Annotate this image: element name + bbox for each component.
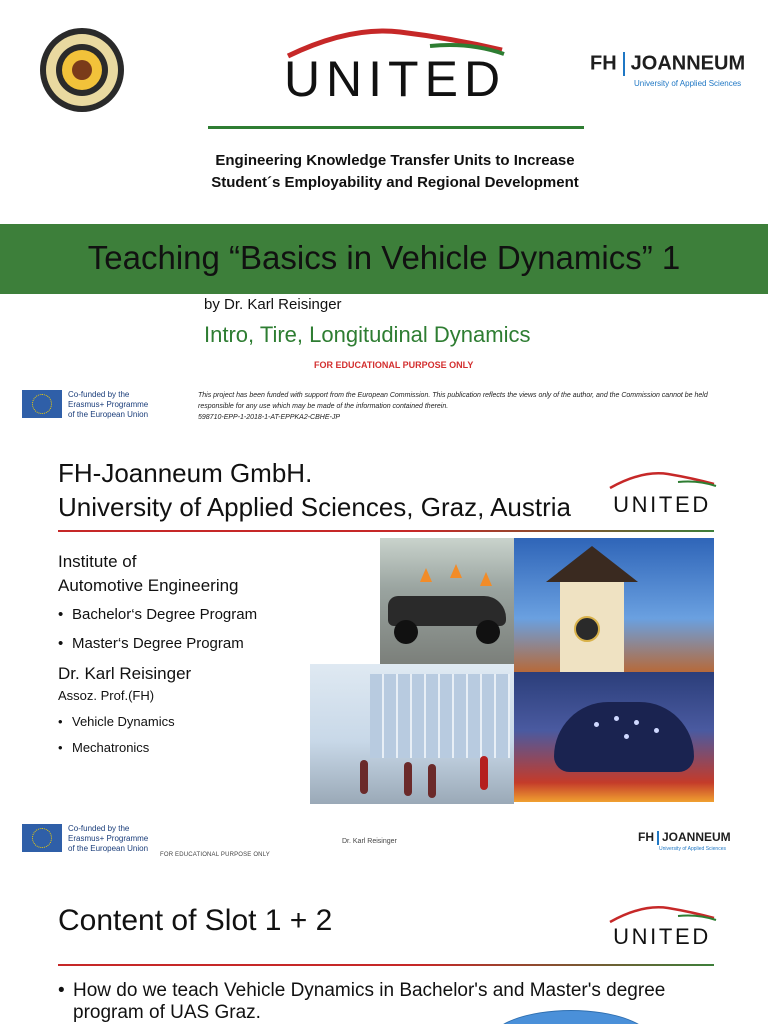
eu-line-1: Co-funded by the: [68, 824, 130, 833]
fh-logo-right: JOANNEUM: [662, 830, 731, 844]
divider: [208, 126, 584, 129]
fh-logo-tagline: University of Applied Sciences: [634, 79, 742, 88]
footer-author: Dr. Karl Reisinger: [342, 838, 397, 845]
professor-title: Assoz. Prof.(FH): [58, 688, 155, 703]
car-swoosh-icon: [606, 468, 718, 492]
project-code: 598710-EPP-1-2018-1-AT-EPPKA2-CBHE-JP: [198, 414, 341, 421]
institute-line-2: Automotive Engineering: [58, 576, 239, 595]
subtitle-line-2: Student´s Employability and Regional Development: [211, 174, 579, 191]
educational-notice: FOR EDUCATIONAL PURPOSE ONLY: [160, 852, 270, 858]
institution-slide: [0, 432, 768, 872]
bullet-text: How do we teach Vehicle Dynamics in Bachelor's and Master's degree program of UAS Graz.: [73, 980, 666, 1023]
title-line-1: FH-Joanneum GmbH.: [58, 458, 313, 488]
kunsthaus-photo: [514, 672, 714, 802]
eu-line-2: Erasmus+ Programme: [68, 834, 149, 843]
list-item: • Vehicle Dynamics: [58, 712, 175, 738]
banner-title: Teaching “Basics in Vehicle Dynamics” 1: [87, 239, 681, 276]
institute-name: [58, 550, 239, 598]
author-line: by Dr. Karl Reisinger: [204, 296, 342, 313]
list-item: • Master‘s Degree Program: [58, 633, 257, 662]
united-logo-text: UNITED: [613, 924, 711, 949]
subtitle-line-1: Engineering Knowledge Transfer Units to Increase: [215, 152, 575, 169]
funding-disclaimer: [198, 390, 728, 423]
united-logo: [606, 902, 718, 948]
bullet-marker: •: [58, 980, 65, 1001]
fh-logo-left: FH: [590, 52, 617, 75]
eu-erasmus-logo: [22, 390, 162, 420]
disclaimer-text: This project has been funded with support from the European Commission. This publication reflects the views only of the author, and the Commission cannot be held responsible for any use which may be made of the information contained therein.: [198, 392, 708, 410]
eu-line-3: of the European Union: [68, 844, 149, 853]
united-logo: [606, 468, 718, 516]
list-item: • Mechatronics: [58, 738, 175, 764]
fh-logo-right: JOANNEUM: [630, 52, 746, 75]
title-slide: [0, 0, 768, 432]
slide-title: Content of Slot 1 + 2: [58, 904, 333, 937]
fh-logo-left: FH: [638, 830, 654, 844]
topic-line: Intro, Tire, Longitudinal Dynamics: [204, 322, 531, 347]
fh-logo-tagline: University of Applied Sciences: [659, 846, 726, 852]
university-seal-logo: [40, 28, 124, 112]
eu-erasmus-logo: [22, 824, 162, 854]
eu-flag-icon: [22, 824, 62, 852]
divider: [58, 530, 714, 532]
race-car-photo: [380, 538, 514, 664]
united-logo-text: UNITED: [613, 492, 711, 517]
campus-building-photo: [310, 664, 514, 804]
united-logo: [280, 22, 510, 107]
united-logo-text: UNITED: [283, 51, 507, 107]
eu-line-1: Co-funded by the: [68, 390, 130, 399]
divider: [58, 964, 714, 966]
project-subtitle: [0, 150, 768, 194]
professor-name: Dr. Karl Reisinger: [58, 664, 192, 683]
title-line-2: University of Applied Sciences, Graz, Austria: [58, 492, 572, 522]
car-swoosh-icon: [606, 902, 718, 926]
educational-notice: FOR EDUCATIONAL PURPOSE ONLY: [314, 360, 474, 370]
eu-line-2: Erasmus+ Programme: [68, 400, 149, 409]
fh-joanneum-logo: [638, 830, 731, 852]
eu-flag-icon: [22, 390, 62, 418]
fh-joanneum-logo: [590, 52, 746, 88]
content-slide: [0, 872, 768, 1024]
eu-line-3: of the European Union: [68, 410, 149, 419]
course-list: [58, 712, 175, 764]
degree-list: [58, 604, 257, 662]
list-item: • Bachelor‘s Degree Program: [58, 604, 257, 633]
slide-title: [58, 456, 571, 524]
institute-line-1: Institute of: [58, 552, 137, 571]
clock-tower-photo: [514, 538, 714, 672]
